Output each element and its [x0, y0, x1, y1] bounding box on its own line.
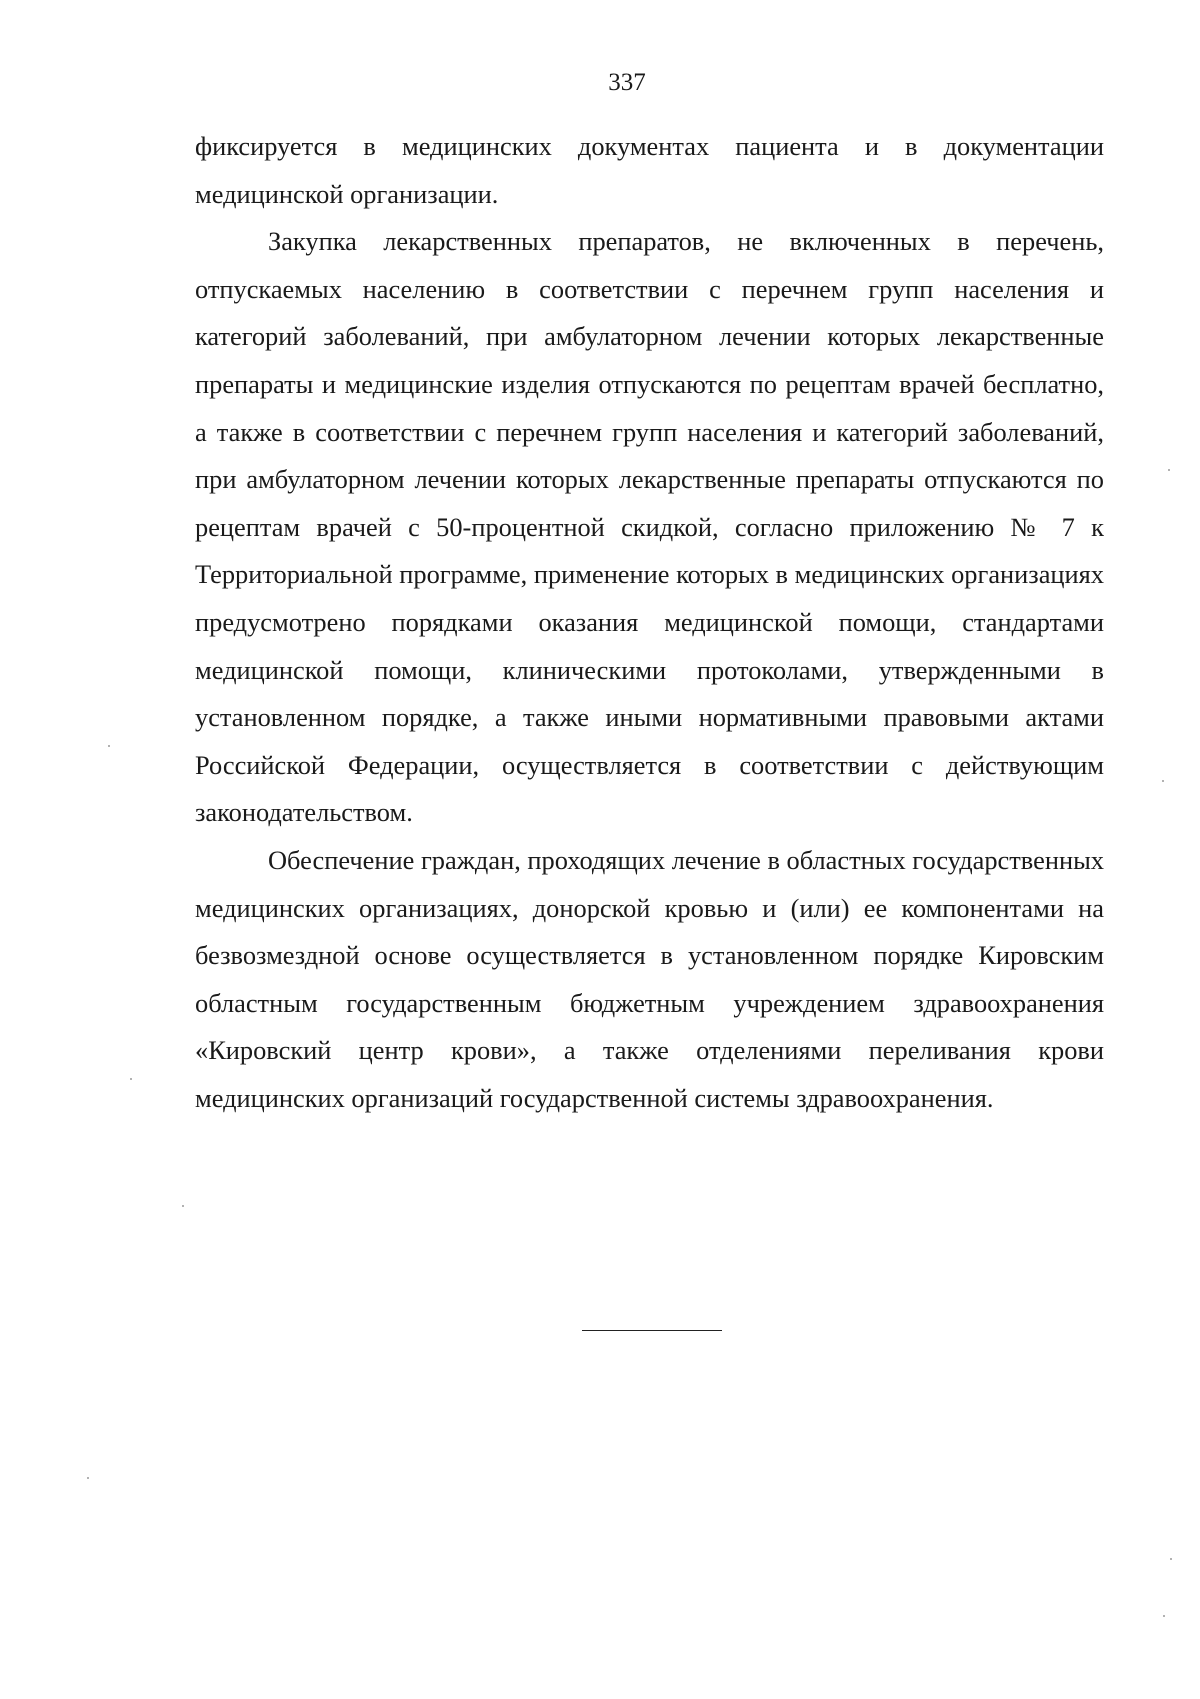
- paragraph-continuation: фиксируется в медицинских документах пациента и в документации медицинской организации.: [195, 131, 1104, 209]
- scan-speck: [130, 1078, 132, 1080]
- scan-speck: [1170, 1558, 1172, 1560]
- paragraph-blood-supply: Обеспечение граждан, проходящих лечение в областных государственных медицинских организациях, донорской кровью и (или) ее компонентами на безвозмездной основе осуществляется в установленном порядке Кировским областным государственным бюджетным учреждением здравоохранения «Кировский центр крови», а также отделениями переливания крови медицинских организаций государственной системы здравоохранения.: [195, 844, 1104, 1113]
- end-of-section-rule: [582, 1330, 722, 1331]
- scan-speck: [1163, 1615, 1165, 1617]
- scan-speck: [87, 1477, 89, 1479]
- document-body: [195, 123, 1104, 1122]
- scan-speck: [1168, 469, 1170, 471]
- paragraph-drug-procurement: Закупка лекарственных препаратов, не включенных в перечень, отпускаемых населению в соответствии с перечнем групп населения и категорий заболеваний, при амбулаторном лечении которых лекарственные препараты и медицинские изделия отпускаются по рецептам врачей бесплатно, а также в соответствии с перечнем групп населения и категорий заболеваний, при амбулаторном лечении которых лекарственные препараты отпускаются по рецептам врачей с 50-процентной скидкой, согласно приложению № 7 к Территориальной программе, применение которых в медицинских организациях предусмотрено порядками оказания медицинской помощи, стандартами медицинской помощи, клиническими протоколами, утвержденными в установленном порядке, а также иными нормативными правовыми актами Российской Федерации, осуществляется в соответствии с действующим законодательством.: [195, 226, 1104, 828]
- scan-speck: [182, 1205, 184, 1207]
- scan-speck: [1162, 780, 1164, 782]
- scan-speck: [108, 745, 110, 747]
- page-number: 337: [608, 69, 646, 96]
